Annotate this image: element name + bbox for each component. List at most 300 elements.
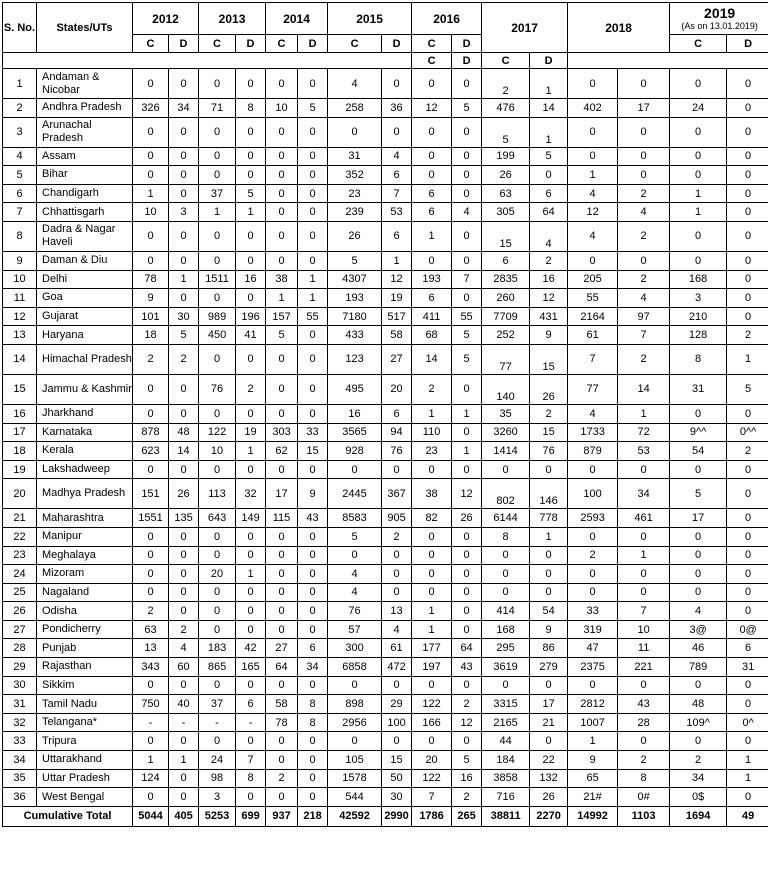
- table-row: [3, 423, 768, 442]
- cases-cell: 183: [199, 639, 236, 658]
- deaths-cell: 4: [452, 203, 482, 222]
- deaths-cell: 0: [727, 99, 768, 118]
- deaths-cell: 0: [236, 166, 266, 185]
- table-row: [3, 307, 768, 326]
- cases-cell: 18: [133, 326, 169, 345]
- cases-cell: 26: [482, 166, 530, 185]
- cases-cell: 0: [568, 565, 618, 584]
- cases-cell: 343: [133, 658, 169, 677]
- cases-cell: 326: [133, 99, 169, 118]
- cd-header-row-2017-2018: [3, 53, 768, 69]
- cases-cell: 0: [266, 565, 298, 584]
- cases-cell: 115: [266, 509, 298, 528]
- sno-cell: 8: [3, 221, 37, 251]
- deaths-cell: 0: [452, 732, 482, 751]
- deaths-cell: 8: [236, 99, 266, 118]
- deaths-cell: 0: [452, 289, 482, 308]
- cases-cell: 24: [199, 751, 236, 770]
- deaths-cell: 0: [298, 732, 328, 751]
- deaths-cell: -: [236, 713, 266, 732]
- sno-header: S. No.: [3, 3, 37, 53]
- deaths-cell: 0: [727, 788, 768, 807]
- deaths-cell: 17: [618, 99, 670, 118]
- cases-cell: 0: [568, 251, 618, 270]
- deaths-cell: 0: [169, 374, 199, 404]
- deaths-cell: 14: [618, 374, 670, 404]
- cases-cell: 0: [199, 344, 236, 374]
- deaths-cell: 58: [382, 326, 412, 345]
- sno-cell: 15: [3, 374, 37, 404]
- cases-cell: 0: [133, 117, 169, 147]
- year-header: 2018: [568, 3, 670, 53]
- table-row: [3, 289, 768, 308]
- total-cases-cell: 5044: [133, 806, 169, 826]
- deaths-cell: 0: [382, 565, 412, 584]
- deaths-cell: 0: [298, 620, 328, 639]
- deaths-cell: 1: [618, 404, 670, 423]
- sno-cell: 29: [3, 658, 37, 677]
- cases-cell: 0: [199, 620, 236, 639]
- deaths-cell: 7: [618, 326, 670, 345]
- deaths-cell: 22: [530, 751, 568, 770]
- cases-cell: 0: [670, 527, 727, 546]
- cases-cell: 34: [670, 769, 727, 788]
- state-name-cell: Lakshadweep: [37, 460, 133, 479]
- sno-cell: 5: [3, 166, 37, 185]
- cases-cell: 0: [412, 546, 452, 565]
- cases-cell: 0: [670, 460, 727, 479]
- cases-cell: 37: [199, 695, 236, 714]
- deaths-cell: 6: [298, 639, 328, 658]
- cases-cell: 1: [133, 751, 169, 770]
- deaths-cell: 135: [169, 509, 199, 528]
- deaths-cell: 0: [727, 117, 768, 147]
- cases-cell: 1578: [328, 769, 382, 788]
- year-header: 2014: [266, 3, 328, 35]
- deaths-cell: 64: [452, 639, 482, 658]
- deaths-cell: 30: [169, 307, 199, 326]
- cases-header: C: [412, 35, 452, 53]
- deaths-cell: 0: [452, 583, 482, 602]
- deaths-cell: 0: [298, 460, 328, 479]
- deaths-cell: 15: [298, 442, 328, 461]
- deaths-cell: 34: [618, 479, 670, 509]
- total-deaths-cell: 2990: [382, 806, 412, 826]
- cases-cell: 0: [266, 184, 298, 203]
- deaths-cell: 7: [236, 751, 266, 770]
- cases-cell: 12: [412, 99, 452, 118]
- cases-cell: 0: [328, 676, 382, 695]
- deaths-cell: 2: [727, 326, 768, 345]
- cases-cell: 0: [568, 69, 618, 99]
- deaths-cell: 1: [727, 344, 768, 374]
- deaths-cell: 0: [530, 565, 568, 584]
- deaths-cell: 17: [530, 695, 568, 714]
- cases-cell: 0: [670, 69, 727, 99]
- cases-cell: 402: [568, 99, 618, 118]
- deaths-cell: 0#: [618, 788, 670, 807]
- table-row: [3, 769, 768, 788]
- deaths-cell: 0: [727, 289, 768, 308]
- deaths-cell: 12: [452, 479, 482, 509]
- cases-cell: 5: [482, 117, 530, 147]
- cases-cell: 802: [482, 479, 530, 509]
- cases-cell: 27: [266, 639, 298, 658]
- cases-cell: 2165: [482, 713, 530, 732]
- state-name-cell: Kerala: [37, 442, 133, 461]
- deaths-header: D: [452, 35, 482, 53]
- table-row: [3, 676, 768, 695]
- deaths-cell: 6: [382, 404, 412, 423]
- deaths-cell: 0: [452, 676, 482, 695]
- cases-cell: 0: [133, 251, 169, 270]
- deaths-cell: 0: [727, 270, 768, 289]
- deaths-cell: 0: [298, 751, 328, 770]
- deaths-cell: 6: [382, 221, 412, 251]
- cases-cell: 0: [133, 676, 169, 695]
- sno-cell: 14: [3, 344, 37, 374]
- deaths-cell: 94: [382, 423, 412, 442]
- cases-cell: 0: [199, 676, 236, 695]
- cases-cell: 0: [412, 676, 452, 695]
- cases-cell: 0: [266, 527, 298, 546]
- table-row: [3, 695, 768, 714]
- cases-cell: 0: [133, 460, 169, 479]
- cases-cell: 63: [133, 620, 169, 639]
- cases-cell: 0: [568, 527, 618, 546]
- cases-cell: 210: [670, 307, 727, 326]
- cases-cell: 0: [482, 565, 530, 584]
- state-name-cell: Sikkim: [37, 676, 133, 695]
- cases-cell: 100: [568, 479, 618, 509]
- total-deaths-cell: 1103: [618, 806, 670, 826]
- deaths-cell: 1: [618, 546, 670, 565]
- cases-cell: 24: [670, 99, 727, 118]
- deaths-cell: 0: [298, 166, 328, 185]
- cases-cell: 5: [328, 527, 382, 546]
- cases-cell: 31: [328, 147, 382, 166]
- deaths-cell: 2: [452, 788, 482, 807]
- deaths-cell: 0: [727, 404, 768, 423]
- cases-cell: 0: [266, 404, 298, 423]
- deaths-cell: 0: [382, 546, 412, 565]
- deaths-cell: 19: [382, 289, 412, 308]
- cases-cell: 544: [328, 788, 382, 807]
- deaths-cell: 0: [236, 620, 266, 639]
- deaths-cell: 53: [382, 203, 412, 222]
- total-deaths-cell: 405: [169, 806, 199, 826]
- cases-cell: 1733: [568, 423, 618, 442]
- cases-cell: 76: [328, 602, 382, 621]
- deaths-cell: 7: [382, 184, 412, 203]
- cases-cell: 3@: [670, 620, 727, 639]
- table-row: [3, 546, 768, 565]
- cases-cell: 989: [199, 307, 236, 326]
- deaths-cell: 43: [298, 509, 328, 528]
- deaths-cell: 0: [382, 117, 412, 147]
- sno-cell: 10: [3, 270, 37, 289]
- deaths-cell: 12: [382, 270, 412, 289]
- sno-cell: 11: [3, 289, 37, 308]
- deaths-cell: 41: [236, 326, 266, 345]
- cases-cell: 4: [328, 69, 382, 99]
- state-name-cell: Odisha: [37, 602, 133, 621]
- deaths-cell: 8: [298, 713, 328, 732]
- state-name-cell: Madhya Pradesh: [37, 479, 133, 509]
- cases-cell: 928: [328, 442, 382, 461]
- deaths-cell: 0: [169, 117, 199, 147]
- cases-cell: 0: [266, 221, 298, 251]
- cases-cell: 0: [568, 117, 618, 147]
- table-row: [3, 460, 768, 479]
- deaths-cell: 28: [618, 713, 670, 732]
- cases-cell: 0: [199, 732, 236, 751]
- deaths-cell: 2: [727, 442, 768, 461]
- deaths-cell: 4: [382, 147, 412, 166]
- cases-cell: 55: [568, 289, 618, 308]
- table-row: [3, 602, 768, 621]
- deaths-cell: 0: [452, 69, 482, 99]
- deaths-cell: 0: [727, 460, 768, 479]
- deaths-cell: 0: [530, 676, 568, 695]
- state-name-cell: Chandigarh: [37, 184, 133, 203]
- deaths-cell: 0: [530, 460, 568, 479]
- cases-cell: 2: [133, 602, 169, 621]
- deaths-cell: 1: [169, 751, 199, 770]
- deaths-header: D: [382, 35, 412, 53]
- cases-cell: 12: [568, 203, 618, 222]
- cases-cell: 0: [199, 69, 236, 99]
- deaths-cell: 12: [452, 713, 482, 732]
- cases-cell: 0: [482, 546, 530, 565]
- deaths-cell: 10: [618, 620, 670, 639]
- state-name-cell: Tamil Nadu: [37, 695, 133, 714]
- deaths-cell: 1: [298, 289, 328, 308]
- cases-cell: 0: [199, 583, 236, 602]
- state-name-cell: Bihar: [37, 166, 133, 185]
- deaths-cell: 0: [727, 203, 768, 222]
- cases-cell: 0: [199, 460, 236, 479]
- cases-cell: 21#: [568, 788, 618, 807]
- deaths-cell: 12: [530, 289, 568, 308]
- deaths-cell: 15: [382, 751, 412, 770]
- deaths-cell: 2: [618, 344, 670, 374]
- table-row: [3, 270, 768, 289]
- deaths-cell: 42: [236, 639, 266, 658]
- cases-header: C: [482, 53, 530, 69]
- state-name-cell: Assam: [37, 147, 133, 166]
- sno-cell: 25: [3, 583, 37, 602]
- deaths-cell: 97: [618, 307, 670, 326]
- sno-cell: 35: [3, 769, 37, 788]
- deaths-cell: 0: [618, 460, 670, 479]
- cases-cell: 0: [670, 583, 727, 602]
- sno-cell: 22: [3, 527, 37, 546]
- deaths-cell: 1: [530, 117, 568, 147]
- deaths-cell: 4: [169, 639, 199, 658]
- deaths-cell: 76: [530, 442, 568, 461]
- deaths-cell: 0: [236, 546, 266, 565]
- deaths-cell: 0: [382, 583, 412, 602]
- cases-cell: 0: [133, 527, 169, 546]
- cases-cell: 2: [568, 546, 618, 565]
- deaths-cell: 61: [382, 639, 412, 658]
- deaths-cell: 4: [618, 289, 670, 308]
- cases-cell: 0: [199, 527, 236, 546]
- cases-cell: 0: [133, 374, 169, 404]
- deaths-cell: 0: [298, 602, 328, 621]
- cases-cell: 0: [133, 221, 169, 251]
- cases-cell: 205: [568, 270, 618, 289]
- cases-cell: 1: [670, 203, 727, 222]
- cases-cell: 0: [482, 460, 530, 479]
- deaths-header: D: [298, 35, 328, 53]
- deaths-cell: 2: [618, 184, 670, 203]
- deaths-cell: 0: [169, 732, 199, 751]
- table-row: [3, 147, 768, 166]
- deaths-cell: 9: [298, 479, 328, 509]
- cases-header: C: [412, 53, 452, 69]
- cases-cell: 0: [412, 732, 452, 751]
- total-label: Cumulative Total: [3, 806, 133, 826]
- cases-cell: 2: [482, 69, 530, 99]
- deaths-cell: 0: [169, 583, 199, 602]
- cases-cell: 78: [133, 270, 169, 289]
- deaths-cell: 0: [298, 565, 328, 584]
- cases-cell: 0: [266, 117, 298, 147]
- deaths-cell: 8: [298, 695, 328, 714]
- total-deaths-cell: 218: [298, 806, 328, 826]
- cases-cell: 9: [133, 289, 169, 308]
- cases-cell: 0: [328, 732, 382, 751]
- cases-cell: 0: [328, 460, 382, 479]
- cases-cell: 0$: [670, 788, 727, 807]
- deaths-cell: 31: [727, 658, 768, 677]
- state-data-table: [2, 2, 768, 827]
- cases-cell: 193: [328, 289, 382, 308]
- cases-cell: 0: [266, 374, 298, 404]
- deaths-cell: 0: [452, 565, 482, 584]
- table-row: [3, 442, 768, 461]
- total-cases-cell: 42592: [328, 806, 382, 826]
- sno-cell: 26: [3, 602, 37, 621]
- cases-cell: 1: [133, 184, 169, 203]
- deaths-cell: 5: [298, 99, 328, 118]
- cases-cell: 411: [412, 307, 452, 326]
- cases-cell: 0: [568, 460, 618, 479]
- year-2019-header: [670, 3, 768, 35]
- deaths-cell: 0: [236, 602, 266, 621]
- cases-cell: 0: [133, 69, 169, 99]
- cases-cell: 4307: [328, 270, 382, 289]
- deaths-cell: 0: [298, 69, 328, 99]
- state-name-cell: Punjab: [37, 639, 133, 658]
- cases-cell: 0: [670, 404, 727, 423]
- deaths-cell: 9: [530, 620, 568, 639]
- deaths-cell: 0: [298, 788, 328, 807]
- deaths-cell: 5: [452, 326, 482, 345]
- cases-cell: 0: [412, 460, 452, 479]
- cases-cell: 0: [266, 602, 298, 621]
- deaths-cell: 30: [382, 788, 412, 807]
- cases-cell: 1: [670, 184, 727, 203]
- deaths-cell: 6: [530, 184, 568, 203]
- deaths-cell: 19: [236, 423, 266, 442]
- deaths-cell: 0: [618, 732, 670, 751]
- deaths-cell: 279: [530, 658, 568, 677]
- state-name-cell: Jharkhand: [37, 404, 133, 423]
- deaths-cell: 16: [236, 270, 266, 289]
- deaths-cell: 11: [618, 639, 670, 658]
- state-name-cell: Gujarat: [37, 307, 133, 326]
- deaths-cell: 15: [530, 423, 568, 442]
- year-header: 2012: [133, 3, 199, 35]
- deaths-cell: 5: [452, 99, 482, 118]
- sno-cell: 19: [3, 460, 37, 479]
- deaths-cell: 0: [727, 166, 768, 185]
- cases-cell: 58: [266, 695, 298, 714]
- deaths-cell: 146: [530, 479, 568, 509]
- cases-cell: 8583: [328, 509, 382, 528]
- cases-cell: 0: [266, 676, 298, 695]
- sno-cell: 12: [3, 307, 37, 326]
- table-row: [3, 583, 768, 602]
- total-row: [3, 806, 768, 826]
- deaths-cell: 0: [452, 117, 482, 147]
- deaths-cell: 0: [727, 565, 768, 584]
- state-name-cell: Haryana: [37, 326, 133, 345]
- deaths-cell: 0: [169, 147, 199, 166]
- deaths-cell: 8: [236, 769, 266, 788]
- deaths-cell: 0: [169, 460, 199, 479]
- state-name-cell: Arunachal Pradesh: [37, 117, 133, 147]
- cases-header: C: [199, 35, 236, 53]
- cases-cell: 2164: [568, 307, 618, 326]
- cases-cell: 63: [482, 184, 530, 203]
- deaths-header: D: [530, 53, 568, 69]
- deaths-cell: 0: [236, 147, 266, 166]
- cases-cell: 109^: [670, 713, 727, 732]
- deaths-cell: 0: [169, 788, 199, 807]
- deaths-cell: 0: [452, 166, 482, 185]
- cases-cell: 1: [568, 166, 618, 185]
- cases-cell: 0: [133, 166, 169, 185]
- deaths-cell: 3: [169, 203, 199, 222]
- deaths-cell: 0: [236, 69, 266, 99]
- deaths-cell: 4: [530, 221, 568, 251]
- cases-cell: 239: [328, 203, 382, 222]
- cases-cell: 0: [266, 620, 298, 639]
- deaths-cell: 0: [236, 404, 266, 423]
- deaths-cell: 0: [298, 251, 328, 270]
- cases-cell: 0: [670, 166, 727, 185]
- deaths-cell: 16: [452, 769, 482, 788]
- cases-cell: 319: [568, 620, 618, 639]
- cases-cell: 865: [199, 658, 236, 677]
- sno-cell: 32: [3, 713, 37, 732]
- sno-cell: 31: [3, 695, 37, 714]
- cases-cell: 0: [266, 147, 298, 166]
- cases-cell: 0: [199, 251, 236, 270]
- cases-cell: 124: [133, 769, 169, 788]
- cases-cell: 1007: [568, 713, 618, 732]
- deaths-cell: 1: [452, 442, 482, 461]
- deaths-cell: 196: [236, 307, 266, 326]
- sno-cell: 2: [3, 99, 37, 118]
- deaths-cell: 2: [236, 374, 266, 404]
- deaths-cell: 0: [452, 460, 482, 479]
- deaths-cell: 55: [452, 307, 482, 326]
